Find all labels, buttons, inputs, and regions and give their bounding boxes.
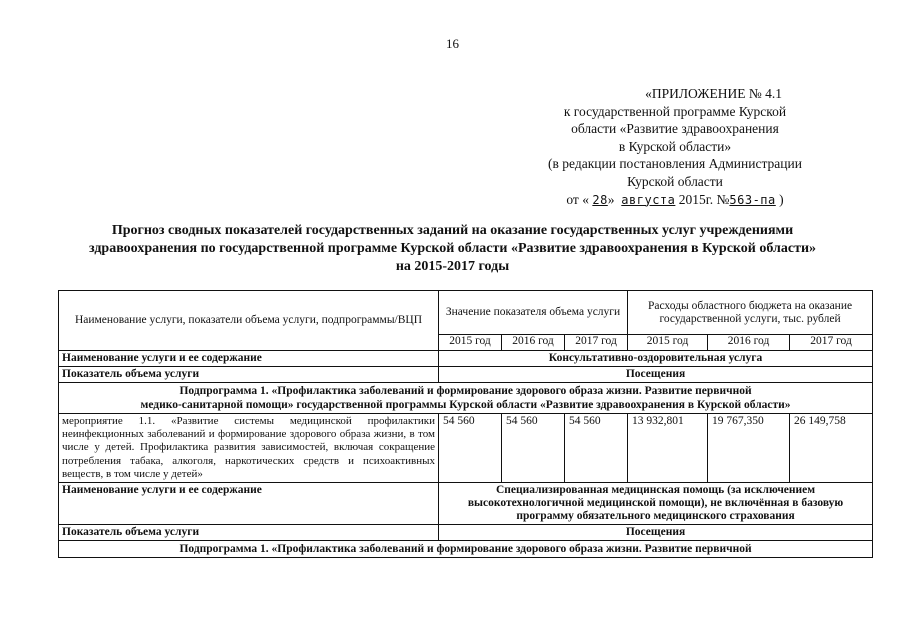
appendix-line: области «Развитие здравоохранения — [571, 121, 779, 137]
subprogram-line: Подпрограмма 1. «Профилактика заболеваний и формирование здорового образа жизни. Развитие первичной — [179, 543, 752, 556]
appendix-date-line — [520, 191, 830, 210]
value-cell: 26 149,758 — [790, 414, 873, 483]
service-value: Консультативно-оздоровительная услуга — [439, 351, 873, 367]
appendix-block — [520, 85, 830, 209]
header-expenses-cell: Расходы областного бюджета на оказание государственной услуги, тыс. рублей — [628, 291, 873, 335]
title-line: Прогноз сводных показателей государственных заданий на оказание государственных услуг учреждениями — [111, 223, 794, 238]
value-cell: 54 560 — [565, 414, 628, 483]
subprogram-row — [59, 541, 873, 558]
subprogram-line: Подпрограмма 1. «Профилактика заболеваний и формирование здорового образа жизни. Развитие первичной — [179, 385, 752, 397]
year-header: 2015 год — [628, 335, 708, 351]
document-number: 563-па — [729, 192, 776, 207]
service-label: Наименование услуги и ее содержание — [59, 351, 439, 367]
header-name-cell: Наименование услуги, показатели объема услуги, подпрограммы/ВЦП — [59, 291, 439, 351]
value-cell: 13 932,801 — [628, 414, 708, 483]
date-month: августа — [621, 192, 676, 207]
value-cell: 19 767,350 — [708, 414, 790, 483]
page-number: 16 — [446, 36, 459, 51]
date-day: 28 — [592, 192, 608, 207]
header-value-cell: Значение показателя объема услуги — [439, 291, 628, 335]
measure-description: мероприятие 1.1. «Развитие системы медицинской профилактики неинфекционных заболеваний и формирование здорового образа жизни, в том числе у детей. Профилактика развития зависимостей, включая сокращение потребления табака, алкоголя, наркотических средств и психоактивных веществ, в том числе у детей» — [59, 414, 439, 483]
date-year: 2015г. № — [678, 191, 730, 207]
appendix-line: Курской области — [627, 173, 723, 189]
subprogram-line: медико-санитарной помощи» государственной программы Курской области «Развитие здравоохранения в Курской области» — [140, 399, 791, 411]
value-cell: 54 560 — [439, 414, 502, 483]
year-header: 2015 год — [439, 335, 502, 351]
service-value: Специализированная медицинская помощь (за исключением высокотехнологичной медицинской помощи), не включённая в базовую программу обязательного медицинского страхования — [439, 483, 873, 525]
year-header: 2017 год — [790, 335, 873, 351]
title-line: здравоохранения по государственной программе Курской области «Развитие здравоохранения в Курской области» — [88, 241, 817, 256]
document-title — [40, 222, 865, 276]
indicator-value: Посещения — [439, 367, 873, 383]
appendix-line: «ПРИЛОЖЕНИЕ № 4.1 — [645, 86, 782, 101]
appendix-line: к государственной программе Курской — [563, 103, 787, 119]
subprogram-row — [59, 383, 873, 414]
indicator-value: Посещения — [439, 525, 873, 541]
date-prefix: от « — [566, 191, 589, 207]
service-label: Наименование услуги и ее содержание — [59, 483, 439, 525]
indicator-label: Показатель объема услуги — [59, 525, 439, 541]
title-line: на 2015-2017 годы — [395, 259, 510, 274]
indicator-label: Показатель объема услуги — [59, 367, 439, 383]
year-header: 2016 год — [708, 335, 790, 351]
appendix-line: в Курской области» — [618, 138, 732, 154]
value-cell: 54 560 — [502, 414, 565, 483]
date-mid: » — [607, 191, 615, 207]
year-header: 2016 год — [502, 335, 565, 351]
forecast-table — [58, 290, 873, 558]
appendix-line: (в редакции постановления Администрации — [548, 156, 802, 172]
year-header: 2017 год — [565, 335, 628, 351]
date-suffix: ) — [779, 191, 784, 207]
